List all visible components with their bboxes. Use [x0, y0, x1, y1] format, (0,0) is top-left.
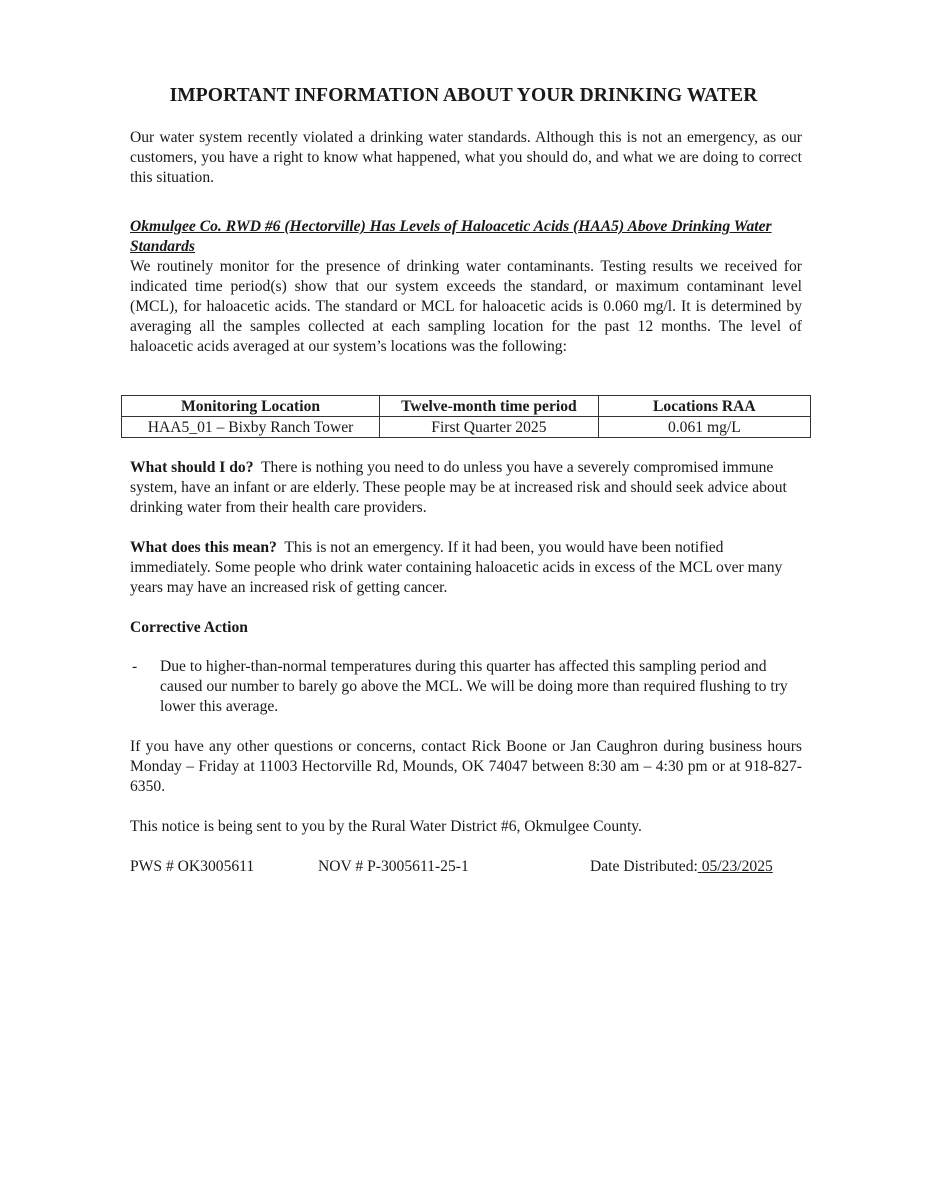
header-time-period: Twelve-month time period [380, 396, 599, 417]
table-row [122, 417, 811, 438]
contact-paragraph: If you have any other questions or concerns, contact Rick Boone or Jan Caughron during business hours Monday – Friday at 11003 Hectorville Rd, Mounds, OK 74047 between 8:30 am – 4:30 pm or at 918-827-6350. [130, 738, 802, 795]
nov-number: NOV # P-3005611-25-1 [318, 858, 469, 875]
results-table [121, 395, 811, 438]
date-value: 05/23/2025 [701, 858, 773, 875]
violation-heading: Okmulgee Co. RWD #6 (Hectorville) Has Levels of Haloacetic Acids (HAA5) Above Drinking Water Standards [130, 218, 772, 255]
date-label: Date Distributed: [590, 858, 698, 875]
header-monitoring-location: Monitoring Location [122, 396, 380, 417]
what-to-do-paragraph [130, 458, 802, 518]
what-it-means-text: This is not an emergency. If it had been, you would have been notified immediately. Some people who drink water containing haloacetic acids in excess of the MCL over many years may have an increased risk of getting cancer. [130, 539, 783, 596]
sender-line: This notice is being sent to you by the Rural Water District #6, Okmulgee County. [130, 818, 642, 835]
intro-paragraph: Our water system recently violated a drinking water standards. Although this is not an emergency, as our customers, you have a right to know what happened, what you should do, and what we are doing to correct this situation. [130, 129, 802, 186]
bullet-marker: - [132, 658, 138, 675]
cell-location: HAA5_01 – Bixby Ranch Tower [122, 417, 380, 438]
corrective-action-heading: Corrective Action [130, 619, 248, 636]
pws-number: PWS # OK3005611 [130, 858, 255, 875]
page-title: IMPORTANT INFORMATION ABOUT YOUR DRINKING WATER [169, 85, 758, 106]
table-header-row [122, 396, 811, 417]
cell-time-period: First Quarter 2025 [380, 417, 599, 438]
what-to-do-text: There is nothing you need to do unless you have a severely compromised immune system, have an infant or are elderly. These people may be at increased risk and should seek advice about drinking water from their health care providers. [130, 459, 787, 516]
date-distributed [590, 857, 773, 877]
cell-raa: 0.061 mg/L [598, 417, 810, 438]
what-to-do-label: What should I do? [130, 459, 254, 476]
what-it-means-label: What does this mean? [130, 539, 277, 556]
corrective-action-bullet: Due to higher-than-normal temperatures during this quarter has affected this sampling period and caused our number to barely go above the MCL. We will be doing more than required flushing to try lower this average. [160, 658, 788, 715]
header-locations-raa: Locations RAA [598, 396, 810, 417]
what-it-means-paragraph [130, 538, 802, 598]
monitoring-paragraph: We routinely monitor for the presence of drinking water contaminants. Testing results we received for indicated time period(s) show that our system exceeds the standard, or maximum contaminant level (MCL), for haloacetic acids. The standard or MCL for haloacetic acids is 0.060 mg/l. It is determined by averaging all the samples collected at each sampling location for the past 12 months. The level of haloacetic acids averaged at our system’s locations was the following: [130, 258, 802, 355]
date-value-underline [698, 858, 773, 875]
